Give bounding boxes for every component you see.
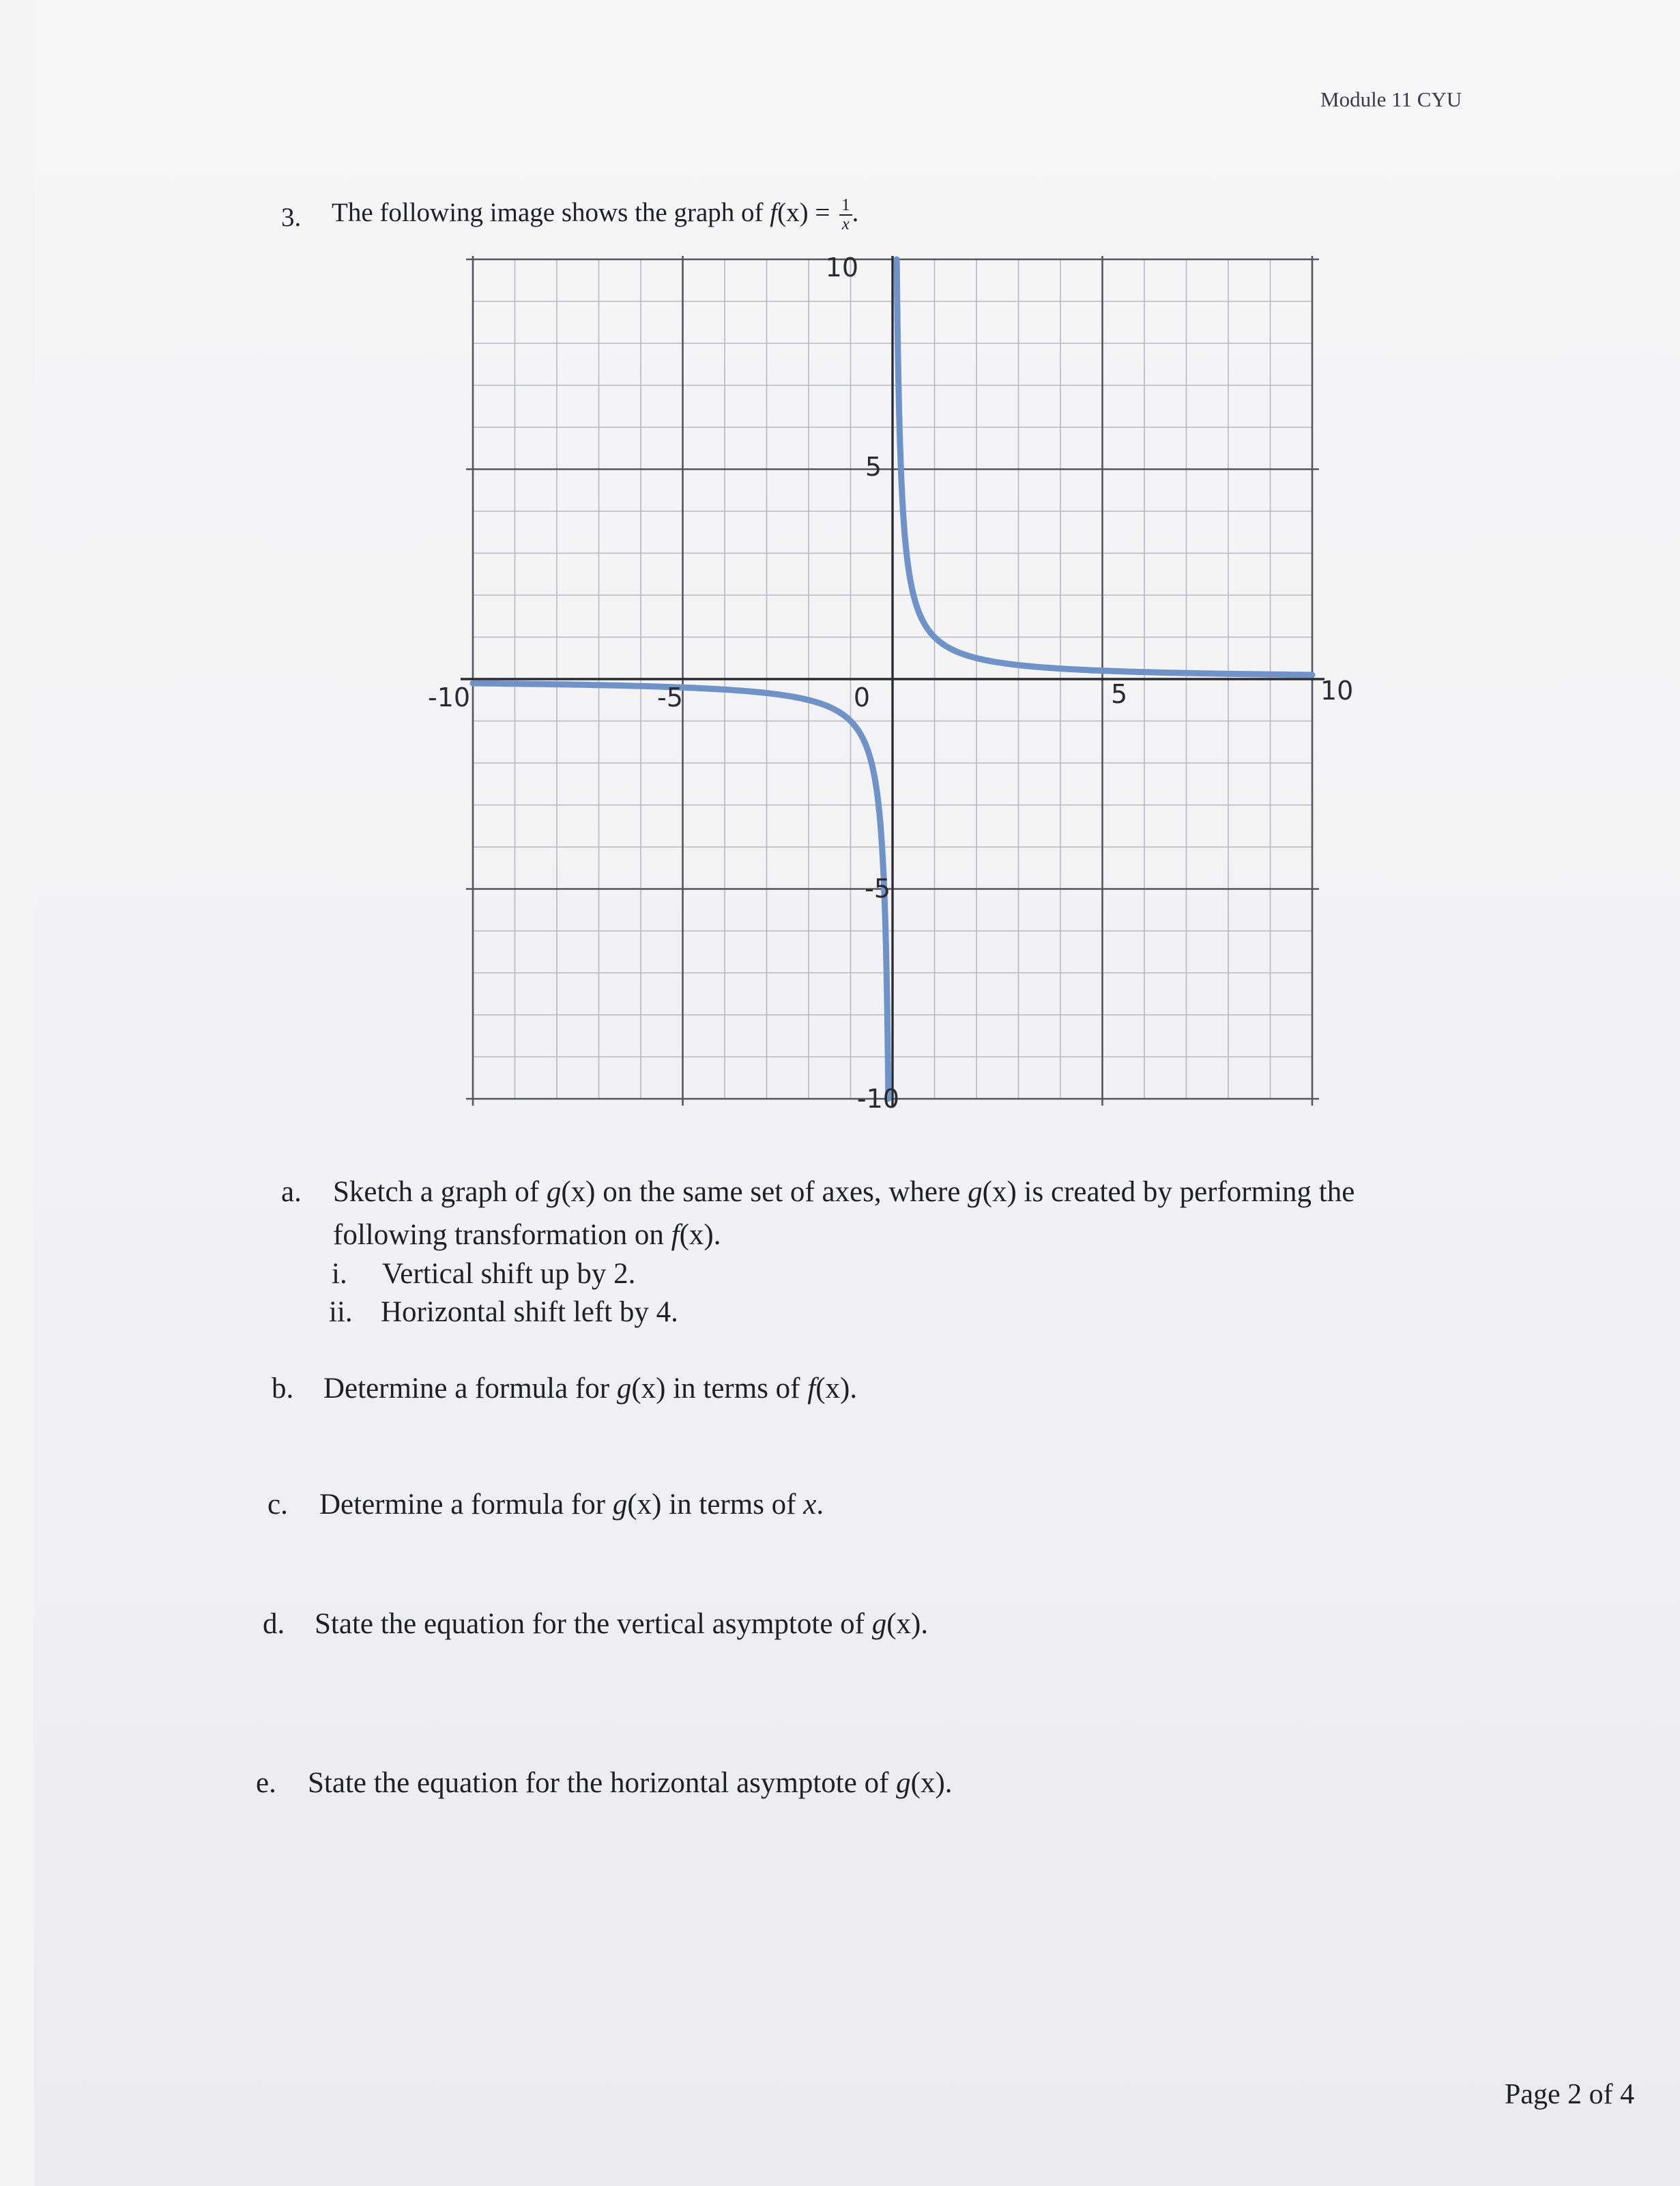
curve-branch-negative: [473, 683, 888, 1099]
part-a: a. Sketch a graph of g(x) on the same set of axes, where g(x) is created by performing the: [281, 1176, 1355, 1208]
question-prompt: The following image shows the graph of f(x) = $\frac{1}{x}$ .: [332, 196, 859, 234]
part-a-ii: ii. Horizontal shift left by 4.: [329, 1296, 678, 1328]
y-tick-label-neg5: -5: [865, 874, 890, 904]
part-d: d. State the equation for the vertical asymptote of g(x).: [263, 1608, 929, 1640]
curve-branch-positive: [897, 259, 1312, 675]
x-tick-label-5: 5: [1111, 679, 1128, 709]
question-number: 3.: [281, 203, 302, 232]
x-tick-label-10: 10: [1320, 676, 1354, 706]
y-tick-label-5: 5: [865, 452, 882, 482]
part-e: e. State the equation for the horizontal asymptote of g(x).: [256, 1767, 953, 1799]
part-c: c. Determine a formula for g(x) in terms of x.: [267, 1489, 824, 1521]
part-a-i: i. Vertical shift up by 2.: [332, 1258, 636, 1290]
fraction-one-over-x: $\frac{1}{x}$: [839, 197, 852, 234]
x-tick-label-neg5: -5: [657, 682, 683, 713]
part-a-label: a.: [281, 1176, 302, 1208]
reciprocal-graph: [396, 256, 1392, 1143]
y-tick-label-neg10: -10: [856, 1084, 899, 1114]
worksheet-page: [34, 0, 1680, 2186]
part-b: b. Determine a formula for g(x) in terms of f(x).: [272, 1372, 858, 1405]
part-a-line2: following transformation on f(x).: [333, 1219, 721, 1251]
origin-label: 0: [853, 682, 870, 713]
page-number: Page 2 of 4: [1505, 2079, 1635, 2110]
y-tick-label-10: 10: [825, 256, 858, 283]
axes: [461, 256, 1324, 1107]
x-tick-label-neg10: -10: [428, 682, 471, 713]
module-header: Module 11 CYU: [1320, 87, 1462, 111]
